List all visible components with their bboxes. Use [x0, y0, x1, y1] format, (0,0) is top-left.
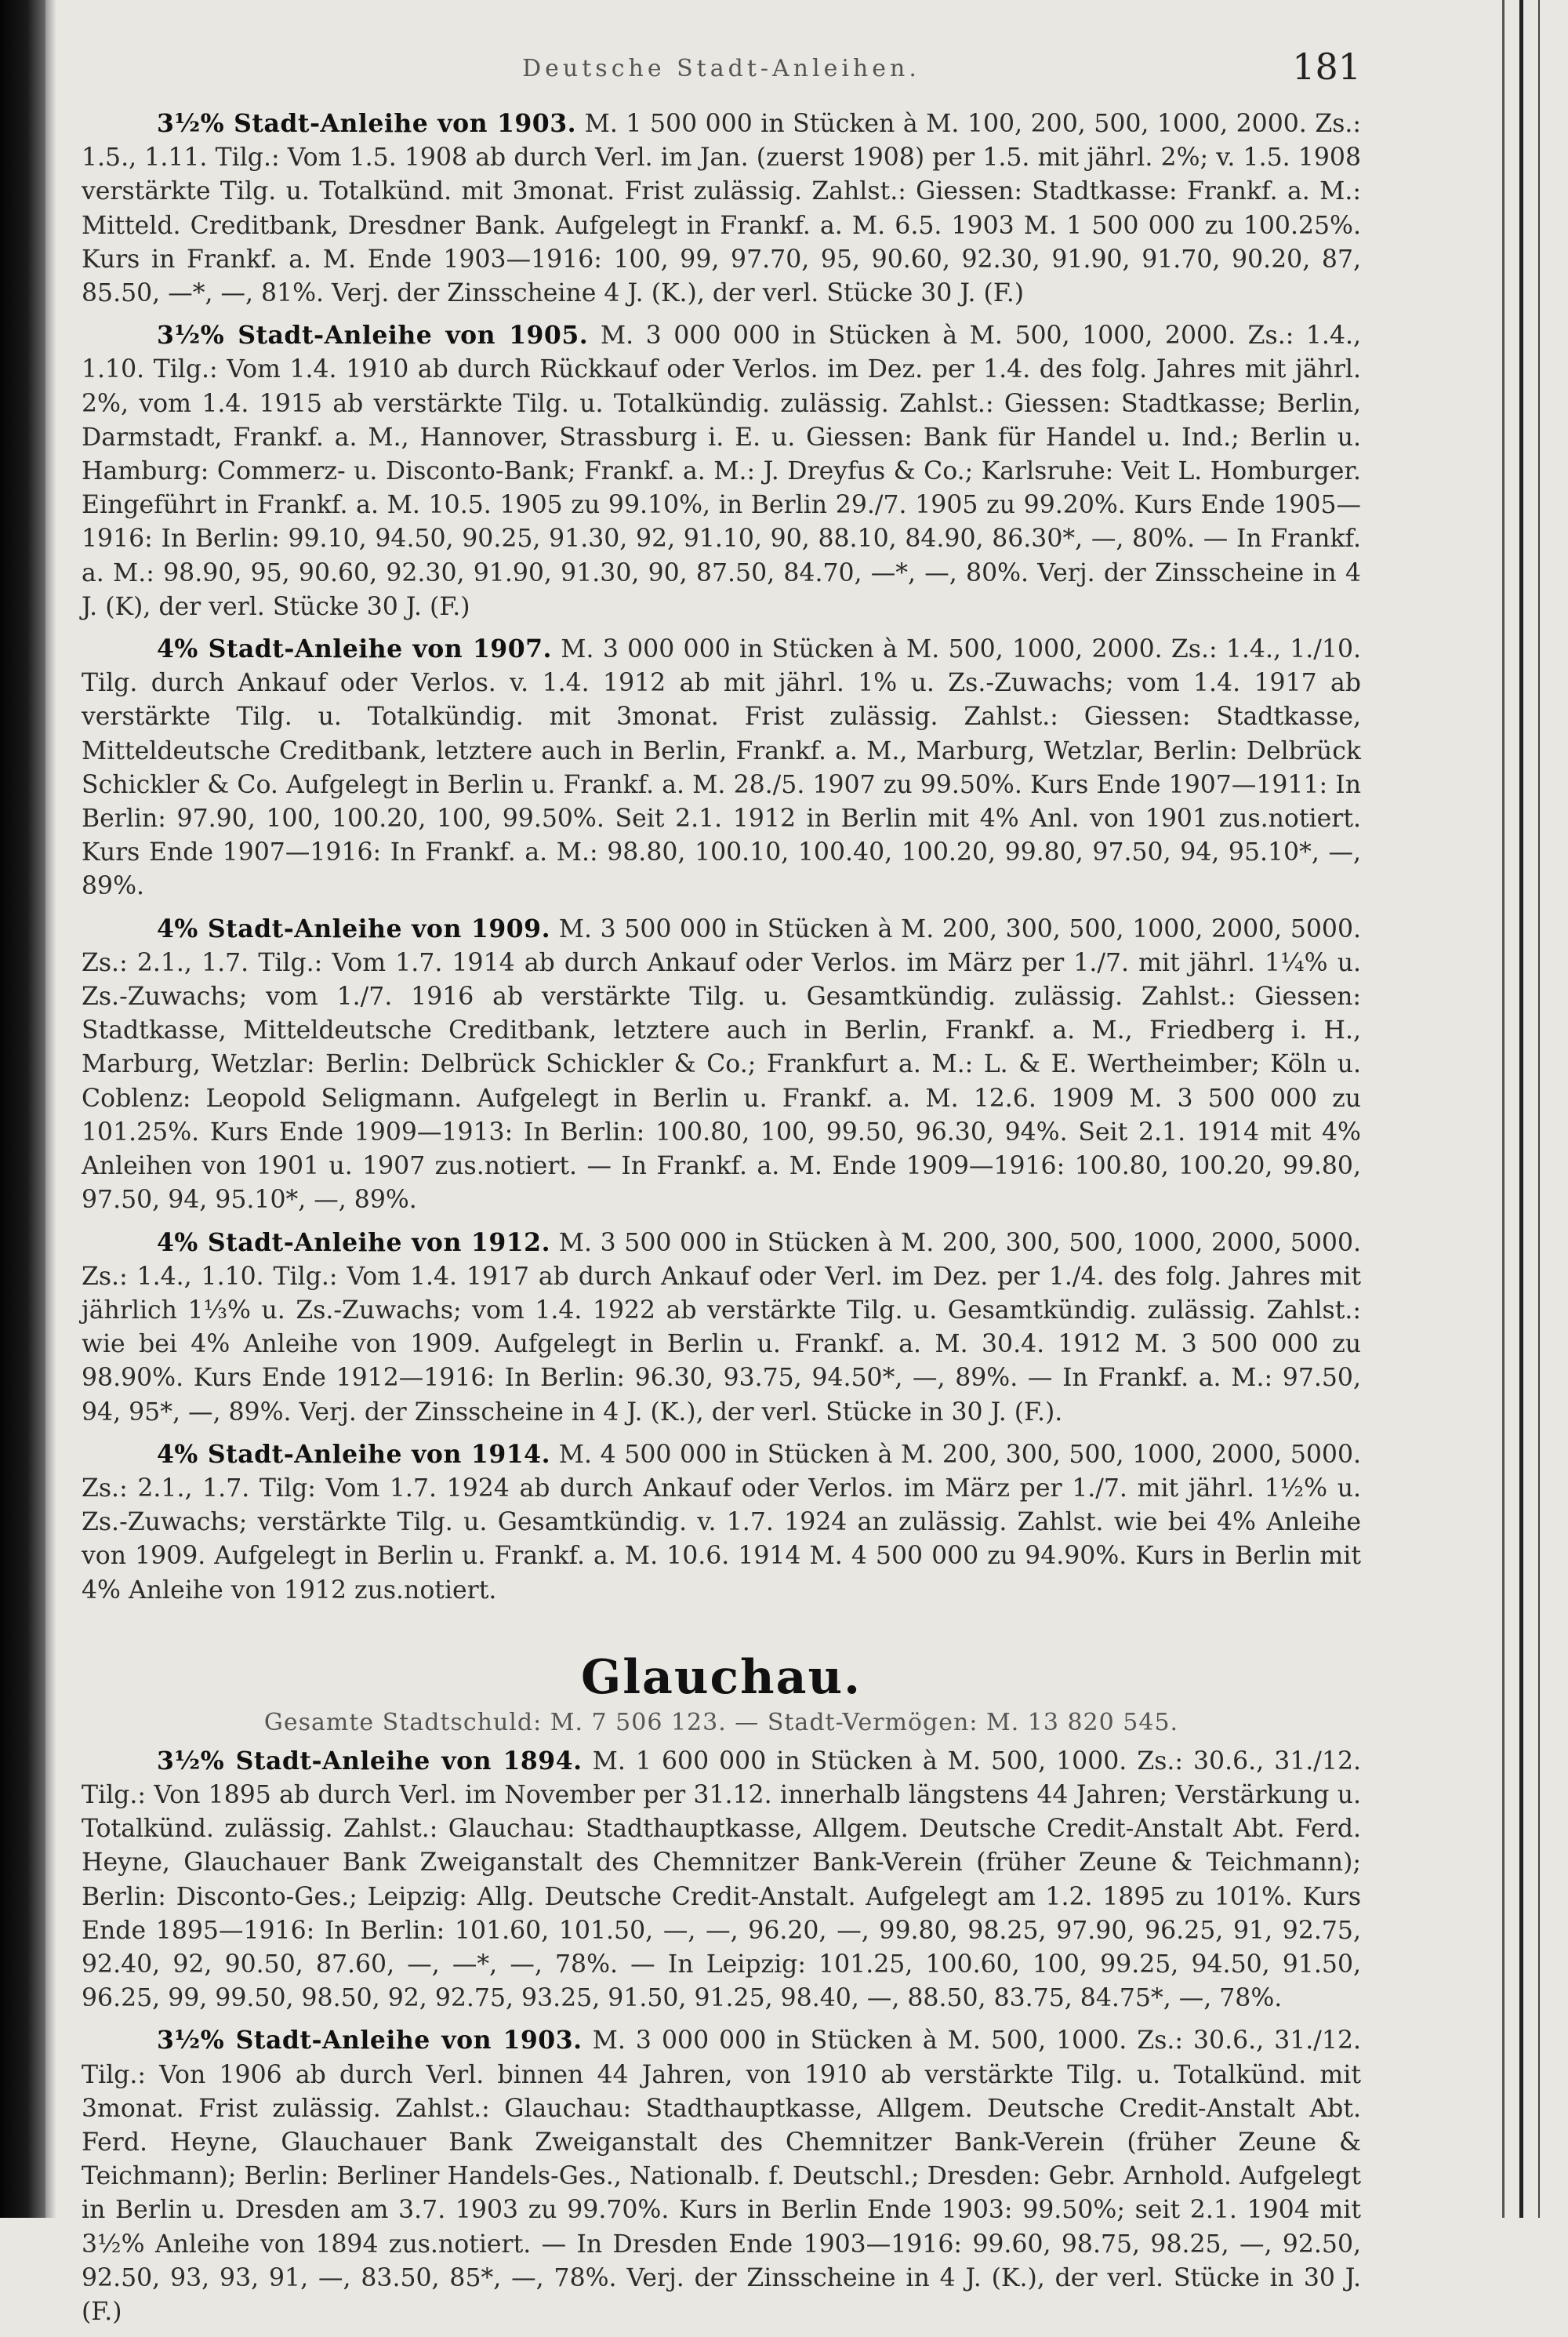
book-page	[82, 44, 1361, 2337]
loan-title: 3½% Stadt-Anleihe von 1903.	[157, 109, 577, 138]
loan-title: 4% Stadt-Anleihe von 1909.	[157, 914, 551, 943]
loan-entry	[82, 318, 1361, 624]
loan-title: 3½% Stadt-Anleihe von 1905.	[157, 321, 589, 351]
loan-entry	[82, 1226, 1361, 1430]
loan-text: M. 3 500 000 in Stücken à M. 200, 300, 500, 1000, 2000, 5000. Zs.: 1.4., 1.10. Tilg.: Vom 1.4. 1917 ab durch Ankauf oder Verl. im Dez. per 1./4. des folg. Jahres mit jährlich 1⅓% u. Zs.-Zuwachs; vom 1.4. 1922 ab verstärkte Tilg. u. Gesamtkündig. zulässig. Zahlst.: wie bei 4% Anleihe von 1909. Aufgelegt in Berlin u. Frankf. a. M. 30.4. 1912 M. 3 500 000 zu 98.90%. Kurs Ende 1912—1916: In Berlin: 96.30, 93.75, 94.50*, —, 89%. — In Frankf. a. M.: 97.50, 94, 95*, —, 89%. Verj. der Zinsscheine in 4 J. (K.), der verl. Stücke in 30 J. (F.).	[82, 1228, 1361, 1427]
loan-text: M. 3 000 000 in Stücken à M. 500, 1000, 2000. Zs.: 1.4., 1.10. Tilg.: Vom 1.4. 1910 ab durch Rückkauf oder Verlos. im Dez. per 1.4. des folg. Jahres mit jährl. 2%, vom 1.4. 1915 ab verstärkte Tilg. u. Totalkündig. zulässig. Zahlst.: Giessen: Stadtkasse; Berlin, Darmstadt, Frankf. a. M., Hannover, Strassburg i. E. u. Giessen: Bank für Handel u. Ind.; Berlin u. Hamburg: Commerz- u. Disconto-Bank; Frankf. a. M.: J. Dreyfus & Co.; Karlsruhe: Veit L. Homburger. Eingeführt in Frankf. a. M. 10.5. 1905 zu 99.10%, in Berlin 29./7. 1905 zu 99.20%. Kurs Ende 1905—1916: In Berlin: 99.10, 94.50, 90.25, 91.30, 92, 91.10, 90, 88.10, 84.90, 86.30*, —, 80%. — In Frankf. a. M.: 98.90, 95, 90.60, 92.30, 91.90, 91.30, 90, 87.50, 84.70, —*, —, 80%. Verj. der Zinsscheine in 4 J. (K), der verl. Stücke 30 J. (F.)	[82, 322, 1362, 621]
loan-text: M. 3 500 000 in Stücken à M. 200, 300, 500, 1000, 2000, 5000. Zs.: 2.1., 1.7. Tilg.: Vom 1.7. 1914 ab durch Ankauf oder Verlos. im März per 1./7. mit jährl. 1¼% u. Zs.-Zuwachs; vom 1./7. 1916 ab verstärkte Tilg. u. Gesamtkündig. zulässig. Zahlst.: Giessen: Stadtkasse, Mitteldeutsche Creditbank, letztere auch in Berlin, Frankf. a. M., Friedberg i. H., Marburg, Wetzlar: Berlin: Delbrück Schickler & Co.; Frankfurt a. M.: L. & E. Wertheimber; Köln u. Coblenz: Leopold Seligmann. Aufgelegt in Berlin u. Frankf. a. M. 12.6. 1909 M. 3 500 000 zu 101.25%. Kurs Ende 1909—1913: In Berlin: 100.80, 100, 99.50, 96.30, 94%. Seit 2.1. 1914 mit 4% Anleihen von 1901 u. 1907 zus.notiert. — In Frankf. a. M. Ende 1909—1916: 100.80, 100.20, 99.80, 97.50, 94, 95.10*, —, 89%.	[82, 914, 1361, 1215]
loan-entry	[82, 1744, 1361, 2016]
loan-text: M. 3 000 000 in Stücken à M. 500, 1000. Zs.: 30.6., 31./12. Tilg.: Von 1906 ab durch Verl. binnen 44 Jahren, von 1910 ab verstärkte Tilg. u. Totalkünd. mit 3monat. Frist zulässig. Zahlst.: Glauchau: Stadthauptkasse, Allgem. Deutsche Credit-Anstalt Abt. Ferd. Heyne, Glauchauer Bank Zweiganstalt des Chemnitzer Bank-Verein (früher Zeune & Teichmann); Berlin: Berliner Handels-Ges., Nationalb. f. Deutschl.; Dresden: Gebr. Arnhold. Aufgelegt in Berlin u. Dresden am 3.7. 1903 zu 99.70%. Kurs in Berlin Ende 1903: 99.50%; seit 2.1. 1904 mit 3½% Anleihe von 1894 zus.notiert. — In Dresden Ende 1903—1916: 99.60, 98.75, 98.25, —, 92.50, 92.50, 93, 93, 91, —, 83.50, 85*, —, 78%. Verj. der Zinsscheine in 4 J. (K.), der verl. Stücke in 30 J. (F.)	[82, 2026, 1362, 2326]
running-head	[82, 44, 1361, 107]
page-gutter	[45, 0, 56, 2218]
page-edge-line	[1502, 0, 1504, 2218]
page-number: 181	[1292, 45, 1361, 88]
page-edge-line	[1538, 0, 1540, 2218]
loan-text: M. 3 000 000 in Stücken à M. 500, 1000, 2000. Zs.: 1.4., 1./10. Tilg. durch Ankauf oder Verlos. v. 1.4. 1912 ab mit jährl. 1% u. Zs.-Zuwachs; vom 1.4. 1917 ab verstärkte Tilg. u. Totalkündig. mit 3monat. Frist zulässig. Zahlst.: Giessen: Stadtkasse, Mitteldeutsche Creditbank, letztere auch in Berlin, Frankf. a. M., Marburg, Wetzlar, Berlin: Delbrück Schickler & Co. Aufgelegt in Berlin u. Frankf. a. M. 28./5. 1907 zu 99.50%. Kurs Ende 1907—1911: In Berlin: 97.90, 100, 100.20, 100, 99.50%. Seit 2.1. 1912 in Berlin mit 4% Anl. von 1901 zus.notiert. Kurs Ende 1907—1916: In Frankf. a. M.: 98.80, 100.10, 100.40, 100.20, 99.80, 97.50, 94, 95.10*, —, 89%.	[82, 635, 1361, 901]
loan-entry	[82, 107, 1361, 311]
loan-title: 4% Stadt-Anleihe von 1914.	[157, 1439, 551, 1469]
city-debt-summary: Gesamte Stadtschuld: M. 7 506 123. — Stadt-Vermögen: M. 13 820 545.	[263, 1708, 1179, 1736]
book-binding-shadow	[0, 0, 45, 2218]
loan-entry	[82, 2023, 1361, 2329]
loan-title: 3½% Stadt-Anleihe von 1903.	[157, 2026, 583, 2055]
loan-entry	[82, 912, 1361, 1218]
running-title: Deutsche Stadt-Anleihen.	[522, 55, 920, 82]
loan-entry	[82, 632, 1361, 904]
loan-text: M. 4 500 000 in Stücken à M. 200, 300, 500, 1000, 2000, 5000. Zs.: 2.1., 1.7. Tilg: Vom 1.7. 1924 ab durch Ankauf oder Verlos. im März per 1./7. mit jährl. 1½% u. Zs.-Zuwachs; verstärkte Tilg. u. Gesamtkündig. v. 1.7. 1924 an zulässig. Zahlst. wie bei 4% Anleihe von 1909. Aufgelegt in Berlin u. Frankf. a. M. 10.6. 1914 M. 4 500 000 zu 94.90%. Kurs in Berlin mit 4% Anleihe von 1912 zus.notiert.	[82, 1440, 1361, 1605]
loan-text: M. 1 500 000 in Stücken à M. 100, 200, 500, 1000, 2000. Zs.: 1.5., 1.11. Tilg.: Vom 1.5. 1908 ab durch Verl. im Jan. (zuerst 1908) per 1.5. mit jährl. 2%; v. 1.5. 1908 verstärkte Tilg. u. Totalkünd. mit 3monat. Frist zulässig. Zahlst.: Giessen: Stadtkasse: Frankf. a. M.: Mitteld. Creditbank, Dresdner Bank. Aufgelegt in Frankf. a. M. 6.5. 1903 M. 1 500 000 zu 100.25%. Kurs in Frankf. a. M. Ende 1903—1916: 100, 99, 97.70, 95, 90.60, 92.30, 91.90, 91.70, 90.20, 87, 85.50, —*, —, 81%. Verj. der Zinsscheine 4 J. (K.), der verl. Stücke 30 J. (F.)	[82, 110, 1362, 308]
loan-title: 3½% Stadt-Anleihe von 1894.	[157, 1746, 583, 1775]
loan-entry	[82, 1437, 1361, 1608]
loan-title: 4% Stadt-Anleihe von 1912.	[157, 1227, 551, 1257]
page-edge-line	[1519, 0, 1523, 2218]
loan-title: 4% Stadt-Anleihe von 1907.	[157, 634, 552, 664]
city-heading: Glauchau.	[580, 1649, 862, 1705]
loan-text: M. 1 600 000 in Stücken à M. 500, 1000. Zs.: 30.6., 31./12. Tilg.: Von 1895 ab durch Verl. im November per 31.12. innerhalb längstens 44 Jahren; Verstärkung u. Totalkünd. zulässig. Zahlst.: Glauchau: Stadthauptkasse, Allgem. Deutsche Credit-Anstalt Abt. Ferd. Heyne, Glauchauer Bank Zweiganstalt des Chemnitzer Bank-Verein (früher Zeune & Teichmann); Berlin: Disconto-Ges.; Leipzig: Allg. Deutsche Credit-Anstalt. Aufgelegt am 1.2. 1895 zu 101%. Kurs Ende 1895—1916: In Berlin: 101.60, 101.50, —, —, 96.20, —, 99.80, 98.25, 97.90, 96.25, 91, 92.75, 92.40, 92, 90.50, 87.60, —, —*, —, 78%. — In Leipzig: 101.25, 100.60, 100, 99.25, 94.50, 91.50, 96.25, 99, 99.50, 98.50, 92, 92.75, 93.25, 91.50, 91.25, 98.40, —, 88.50, 83.75, 84.75*, —, 78%.	[82, 1746, 1362, 2013]
